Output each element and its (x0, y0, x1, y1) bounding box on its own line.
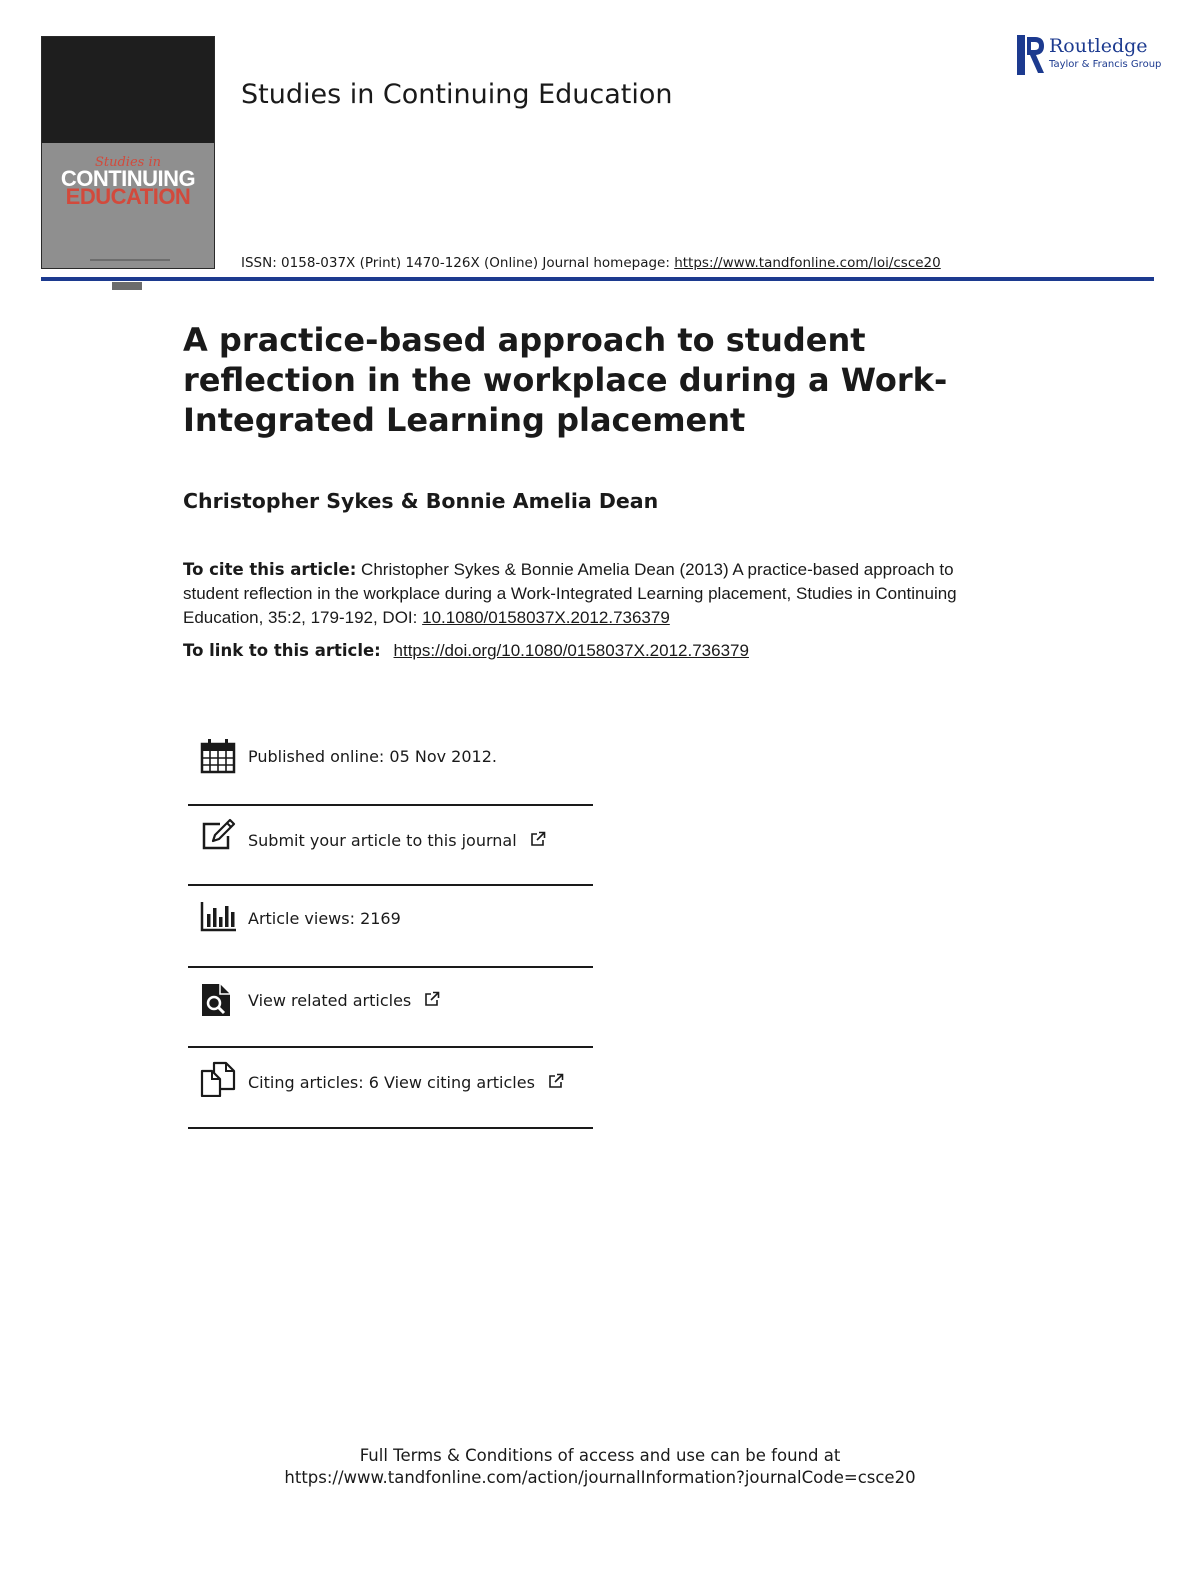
citing-articles-link[interactable] (248, 1073, 564, 1092)
row-divider (188, 804, 593, 806)
footer (0, 1445, 1200, 1489)
row-divider (188, 884, 593, 886)
citing-articles-label[interactable]: Citing articles: 6 View citing articles (248, 1073, 535, 1092)
published-date: Published online: 05 Nov 2012. (248, 747, 497, 766)
journal-homepage-link[interactable]: https://www.tandfonline.com/loi/csce20 (674, 255, 941, 271)
cover-band (42, 37, 214, 143)
article-views: Article views: 2169 (248, 909, 401, 928)
copy-documents-icon (200, 1061, 236, 1097)
publisher-name: Routledge (1049, 35, 1148, 57)
cover-title-line2: CONTINUING (60, 166, 196, 191)
citation-text: Christopher Sykes & Bonnie Amelia Dean (2013) A practice-based approach to student reflection in the workplace during a Work-Integrated Learning placement, Studies in Continuing Education, 35:2, 179-192, DOI: (183, 560, 957, 627)
submit-article-link[interactable] (248, 831, 546, 850)
journal-title: Studies in Continuing Education (241, 79, 673, 110)
citing-row[interactable] (188, 1060, 593, 1106)
submit-article-label[interactable]: Submit your article to this journal (248, 831, 517, 850)
views-row (188, 898, 593, 942)
article-link-label: To link to this article: (183, 641, 381, 660)
issn-text: ISSN: 0158-037X (Print) 1470-126X (Online) Journal homepage: (241, 255, 670, 271)
cover-publisher-mark (112, 282, 142, 290)
document-search-icon (200, 982, 236, 1018)
related-articles-label[interactable]: View related articles (248, 991, 412, 1010)
publisher-logo (1017, 35, 1162, 77)
article-doi-url-link[interactable]: https://doi.org/10.1080/0158037X.2012.736379 (393, 641, 749, 660)
article-title: A practice-based approach to student reflection in the workplace during a Work-Integrated Learning placement (183, 321, 948, 439)
footer-terms-text: Full Terms & Conditions of access and use can be found at (359, 1446, 841, 1465)
citation-label: To cite this article: (183, 560, 357, 579)
row-divider (188, 1127, 593, 1129)
submit-row[interactable] (188, 818, 593, 866)
related-row[interactable] (188, 980, 593, 1024)
cover-issue-info (90, 259, 170, 261)
article-authors: Christopher Sykes & Bonnie Amelia Dean (183, 489, 659, 513)
issn-line (241, 255, 941, 271)
cover-title-line3: EDUCATION (65, 184, 191, 209)
external-link-icon (530, 831, 546, 847)
citation-block (183, 558, 1013, 630)
routledge-r-icon (1017, 35, 1045, 75)
published-row (188, 736, 593, 780)
journal-cover (41, 36, 215, 269)
article-link-block (183, 641, 749, 661)
calendar-icon (200, 738, 236, 774)
citation-doi-link[interactable]: 10.1080/0158037X.2012.736379 (422, 608, 670, 627)
cover-title-line1: Studies in (94, 155, 161, 170)
edit-icon (200, 818, 236, 854)
row-divider (188, 1046, 593, 1048)
header-divider (41, 277, 1154, 281)
external-link-icon (548, 1073, 564, 1089)
external-link-icon (424, 991, 440, 1007)
bar-chart-icon (200, 900, 236, 936)
row-divider (188, 966, 593, 968)
publisher-subtitle: Taylor & Francis Group (1049, 59, 1162, 70)
footer-terms-url[interactable]: https://www.tandfonline.com/action/journalInformation?journalCode=csce20 (284, 1468, 916, 1487)
related-articles-link[interactable] (248, 991, 440, 1010)
